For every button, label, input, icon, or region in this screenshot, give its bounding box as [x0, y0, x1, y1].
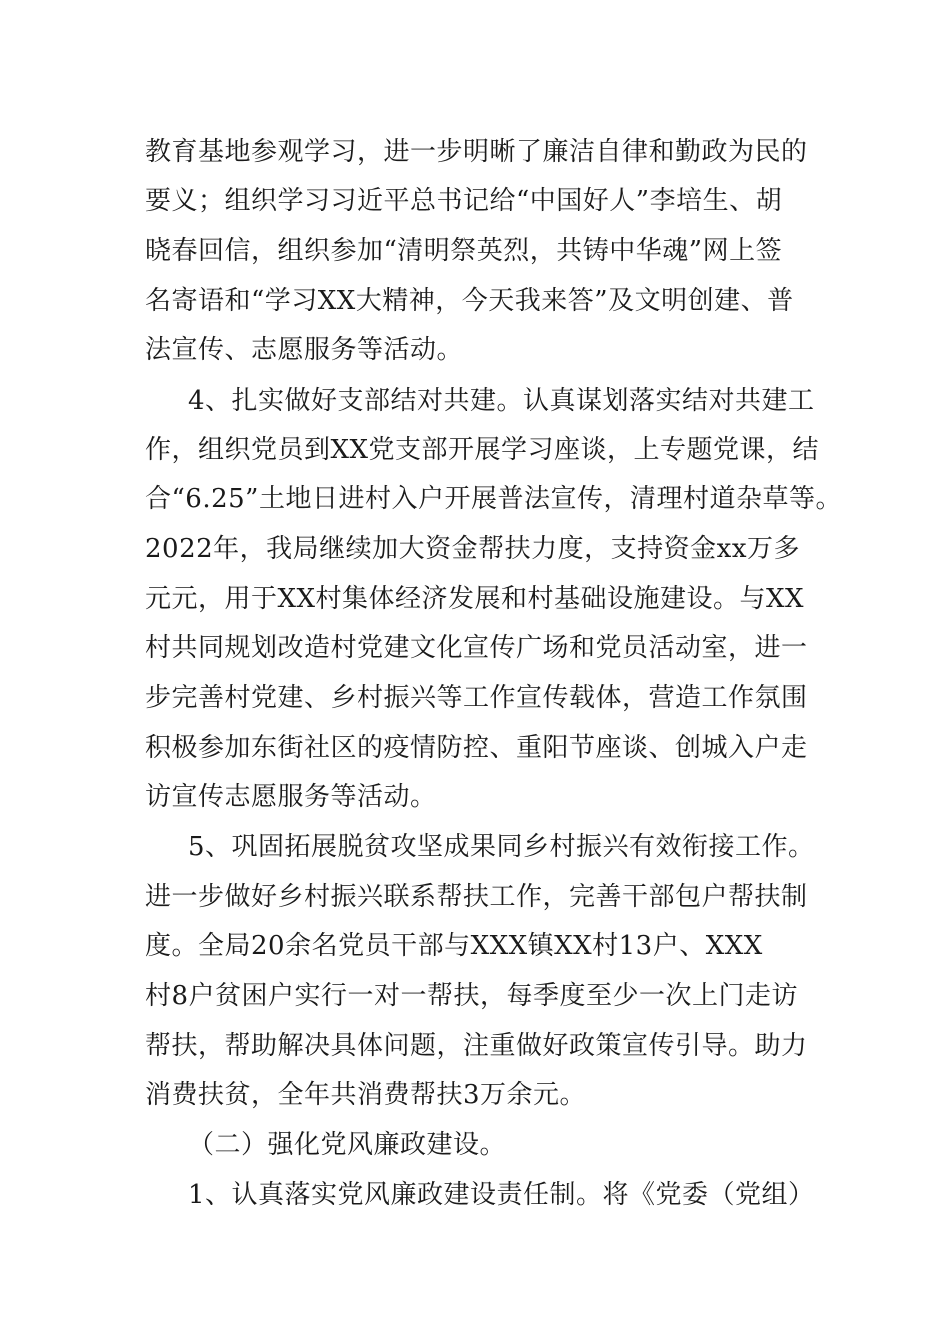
text-line: 帮扶，帮助解决具体问题，注重做好政策宣传引导。助力: [145, 1031, 808, 1061]
text-line: 元元，用于XX村集体经济发展和村基础设施建设。与XX: [145, 584, 805, 614]
text-line: 积极参加东街社区的疫情防控、重阳节座谈、创城入户走: [145, 733, 808, 763]
text-line: 要义；组织学习习近平总书记给“中国好人”李培生、胡: [145, 186, 783, 216]
text-line: 村共同规划改造村党建文化宣传广场和党员活动室，进一: [145, 633, 808, 663]
text-line: 2022年，我局继续加大资金帮扶力度，支持资金xx万多: [145, 534, 800, 564]
paragraph-start-line: 4、扎实做好支部结对共建。认真谋划落实结对共建工: [188, 386, 815, 416]
text-line: 步完善村党建、乡村振兴等工作宣传载体，营造工作氛围: [145, 683, 808, 713]
text-line: 进一步做好乡村振兴联系帮扶工作，完善干部包户帮扶制: [145, 882, 808, 912]
text-line: 法宣传、志愿服务等活动。: [145, 335, 464, 365]
text-line: 度。全局20余名党员干部与XXX镇XX村13户、XXX: [145, 931, 763, 961]
text-line: 名寄语和“学习XX大精神，今天我来答”及文明创建、普: [145, 286, 794, 316]
text-line: 村8户贫困户实行一对一帮扶，每季度至少一次上门走访: [145, 981, 799, 1011]
text-line: 晓春回信，组织参加“清明祭英烈，共铸中华魂”网上签: [145, 236, 783, 266]
paragraph-start-line: 1、认真落实党风廉政建设责任制。将《党委（党组）: [188, 1180, 815, 1210]
text-line: 访宣传志愿服务等活动。: [145, 782, 437, 812]
text-line: 教育基地参观学习，进一步明晰了廉洁自律和勤政为民的: [145, 137, 808, 167]
text-line: 作，组织党员到XX党支部开展学习座谈，上专题党课，结: [145, 435, 820, 465]
text-line: 合“6.25”土地日进村入户开展普法宣传，清理村道杂草等。: [145, 484, 842, 514]
paragraph-start-line: 5、巩固拓展脱贫攻坚成果同乡村振兴有效衔接工作。: [188, 832, 815, 862]
section-heading: （二）强化党风廉政建设。: [188, 1130, 507, 1160]
text-line: 消费扶贫，全年共消费帮扶3万余元。: [145, 1080, 587, 1110]
